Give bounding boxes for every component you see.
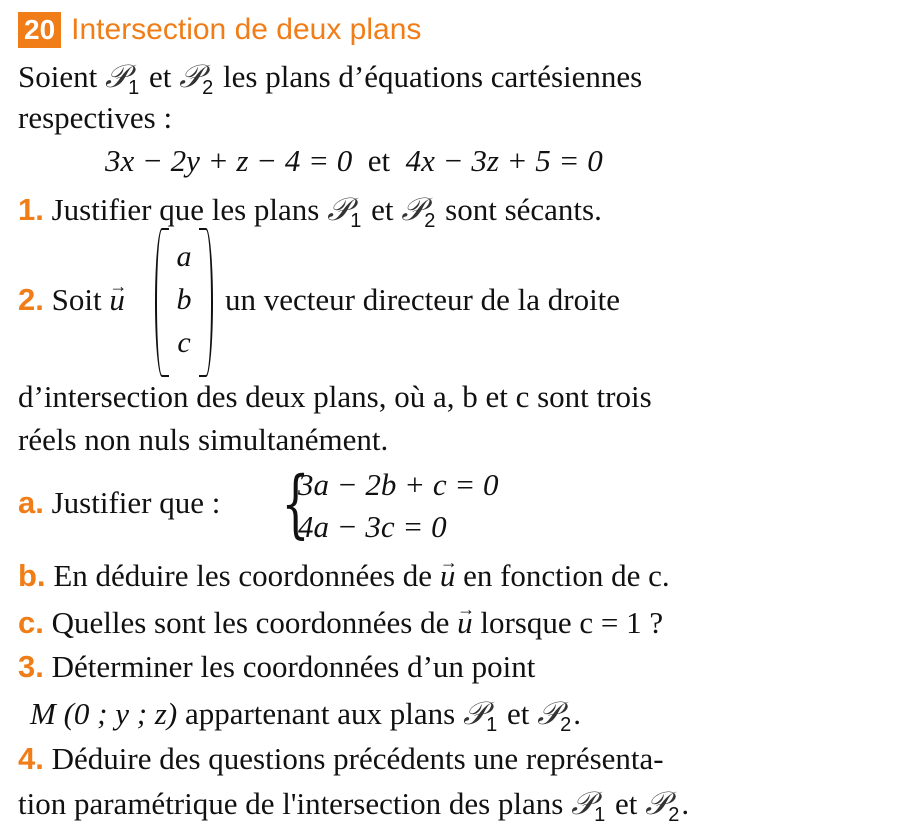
system-eq-2: 4a − 3c = 0	[298, 509, 447, 544]
question-2-line-3: réels non nuls simultanément.	[18, 422, 389, 457]
question-2b: b. En déduire les coordonnées de → u en fonction de c.	[18, 557, 670, 595]
question-2: 2. Soit → u	[18, 281, 125, 319]
question-3: 3. Déterminer les coordonnées d’un point	[18, 649, 536, 684]
point-m: M (0 ; y ; z)	[30, 696, 178, 731]
question-2-line-2: d’intersection des deux plans, où a, b et c sont trois	[18, 379, 652, 414]
question-2c: c. Quelles sont les coordonnées de → u lorsque c = 1 ?	[18, 604, 663, 642]
intro-line-1: Soient 𝒫$_1$ et 𝒫$_2$ les plans d’équations cartésiennes	[18, 58, 643, 99]
equation-p2: 4x − 3z + 5 = 0	[405, 143, 603, 178]
question-4: 4. Déduire des questions précédents une représenta-	[18, 741, 664, 776]
question-2a: a. Justifier que :	[18, 485, 221, 520]
matrix-c: c	[177, 326, 191, 359]
system-brace: {	[281, 461, 310, 547]
exercise-title: Intersection de deux plans	[71, 13, 422, 46]
equation-p1: 3x − 2y + z − 4 = 0	[105, 143, 353, 178]
question-2-text: un vecteur directeur de la droite	[225, 282, 621, 317]
exercise-number: 20	[18, 12, 61, 48]
matrix-b: b	[176, 283, 192, 316]
system-eq-1: 3a − 2b + c = 0	[298, 467, 499, 502]
exercise-header	[18, 10, 421, 49]
question-3-line-2: M (0 ; y ; z) appartenant aux plans 𝒫$_1$ et 𝒫$_2$.	[30, 695, 582, 736]
question-1: 1. Justifier que les plans 𝒫$_1$ et 𝒫$_2$ sont sécants.	[18, 191, 602, 232]
plane-equations: 3x − 2y + z − 4 = 0 et 4x − 3z + 5 = 0	[105, 143, 603, 178]
vector-u-matrix	[155, 228, 213, 373]
vector-u: → u	[109, 281, 125, 319]
matrix-a: a	[176, 240, 192, 273]
intro-line-2: respectives :	[18, 100, 173, 135]
question-4-line-2: tion paramétrique de l'intersection des plans 𝒫$_1$ et 𝒫$_2$.	[18, 785, 690, 826]
